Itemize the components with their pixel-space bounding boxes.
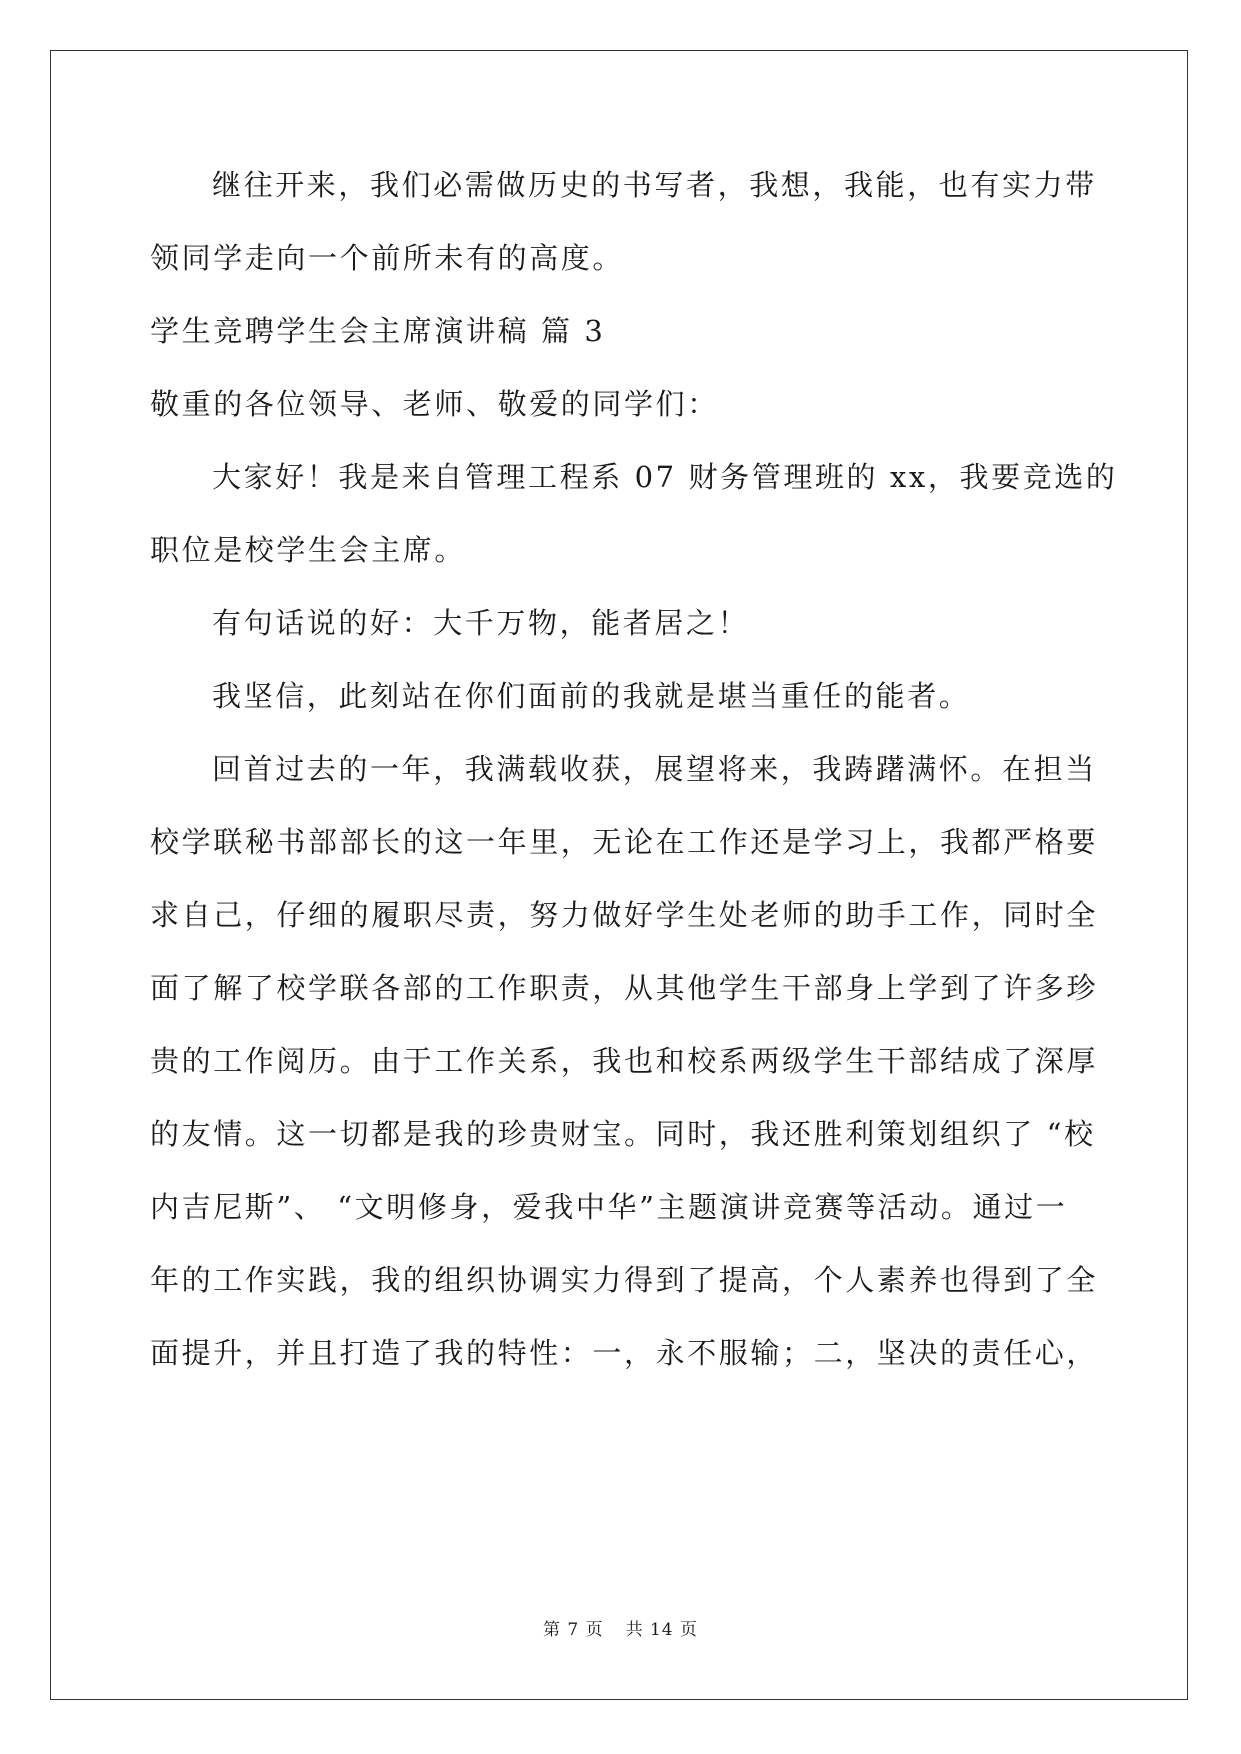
page-total: 共 14 页	[625, 1620, 699, 1640]
paragraph-line: 我坚信，此刻站在你们面前的我就是堪当重任的能者。	[212, 679, 971, 713]
page-footer	[0, 1615, 1241, 1640]
paragraph-line: 的友情。这一切都是我的珍贵财宝。同时，我还胜利策划组织了 “校	[150, 1117, 1096, 1151]
paragraph-line: 校学联秘书部部长的这一年里，无论在工作还是学习上，我都严格要	[150, 825, 1099, 859]
paragraph-line: 职位是校学生会主席。	[150, 533, 467, 567]
page-border	[50, 50, 1188, 1700]
paragraph-line: 年的工作实践，我的组织协调实力得到了提高，个人素养也得到了全	[150, 1263, 1099, 1297]
paragraph-line: 面了解了校学联各部的工作职责，从其他学生干部身上学到了许多珍	[150, 971, 1099, 1005]
paragraph-line: 大家好！我是来自管理工程系 07 财务管理班的 xx，我要竞选的	[212, 460, 1118, 494]
paragraph-line: 求自己，仔细的履职尽责，努力做好学生处老师的助手工作，同时全	[150, 898, 1099, 932]
page-number: 第 7 页	[542, 1620, 604, 1640]
paragraph-line: 回首过去的一年，我满载收获，展望将来，我踌躇满怀。在担当	[212, 752, 1097, 786]
paragraph-line: 贵的工作阅历。由于工作关系，我也和校系两级学生干部结成了深厚	[150, 1044, 1099, 1078]
paragraph-line: 内吉尼斯”、 “文明修身，爱我中华”主题演讲竞赛等活动。通过一	[150, 1190, 1068, 1224]
salutation: 敬重的各位领导、老师、敬爱的同学们：	[150, 387, 719, 421]
section-heading: 学生竞聘学生会主席演讲稿 篇 3	[150, 314, 606, 348]
paragraph-line: 有句话说的好：大千万物，能者居之！	[212, 606, 750, 640]
paragraph-line: 领同学走向一个前所未有的高度。	[150, 241, 625, 275]
paragraph-line: 继往开来，我们必需做历史的书写者，我想，我能，也有实力带	[212, 168, 1097, 202]
paragraph-line: 面提升，并且打造了我的特性：一，永不服输；二，坚决的责任心，	[150, 1336, 1099, 1370]
